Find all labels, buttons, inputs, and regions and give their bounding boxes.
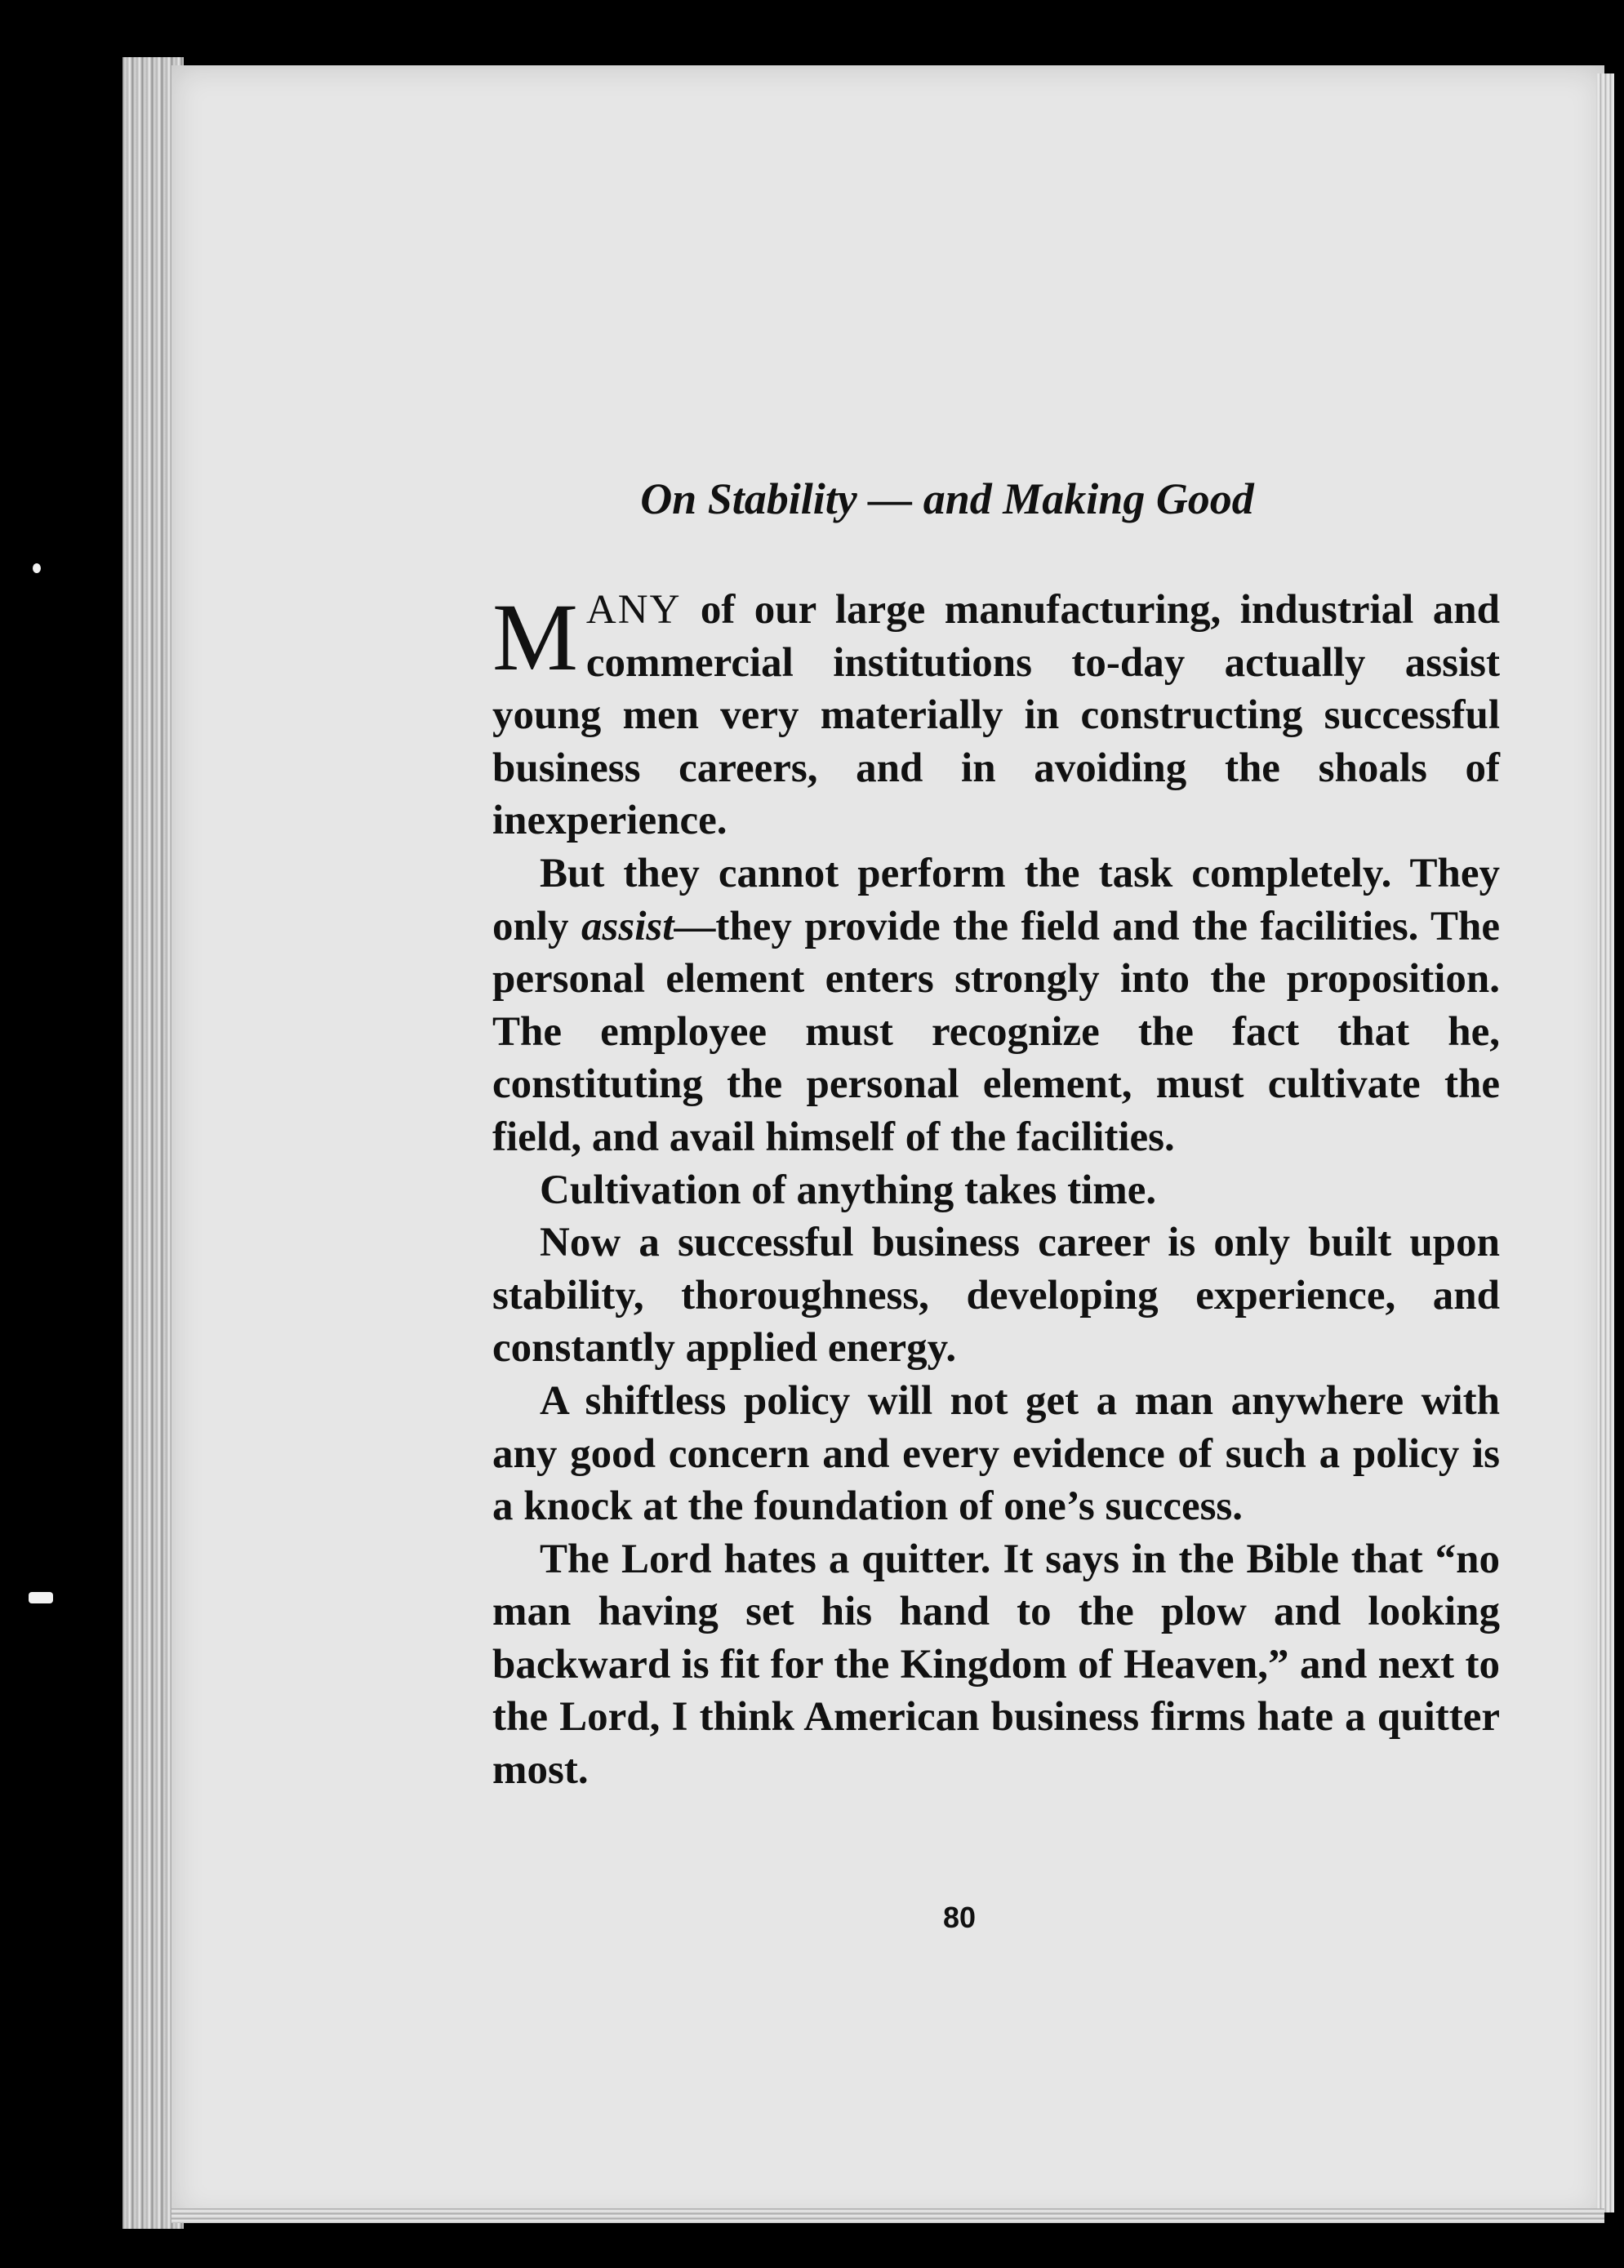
paragraph-3: Cultivation of anything takes time. xyxy=(540,1167,1157,1213)
page-bottom-edge xyxy=(171,2208,1604,2223)
paragraph-1 xyxy=(492,584,1500,847)
chapter-title: On Stability — and Making Good xyxy=(640,474,1254,523)
paragraph-1-text: of our large manufacturing, industrial and commercial institutions to-day actually assist young men very materially in constructing successful business careers, and in avoiding the shoals of inexperience. xyxy=(492,587,1500,844)
page-fore-edge xyxy=(1596,73,1614,2212)
paragraph-5: A shiftless policy will not get a man anywhere with any good concern and every evidence of such a policy is a knock at the foundation of one’s success. xyxy=(492,1377,1500,1530)
body-text xyxy=(492,584,1500,1797)
scan-speck xyxy=(29,1592,53,1603)
paragraph-2-text-before: But they cannot perform the task completely. They only xyxy=(492,850,1500,949)
emphasis-word: assist xyxy=(581,903,674,949)
paragraph-2-text-after: —they provide the field and the facilities. The personal element enters strongly into the proposition. The employee must recognize the fact that he, constituting the personal element, must cultivate the field, and avail himself of the facilities. xyxy=(492,903,1500,1160)
paragraph-6: The Lord hates a quitter. It says in the Bible that “no man having set his hand to the plow and looking backward is fit for the Kingdom of Heaven,” and next to the Lord, I think American business firms hate a quitter most. xyxy=(492,1536,1500,1794)
paragraph-2 xyxy=(492,847,1500,1164)
page-number: 80 xyxy=(943,1901,977,1934)
small-caps-lead: ANY xyxy=(585,587,682,633)
paragraph-4: Now a successful business career is only built upon stability, thoroughness, developing experience, and constantly applied energy. xyxy=(492,1220,1500,1372)
scan-speck xyxy=(33,563,41,573)
drop-cap: M xyxy=(492,584,578,691)
